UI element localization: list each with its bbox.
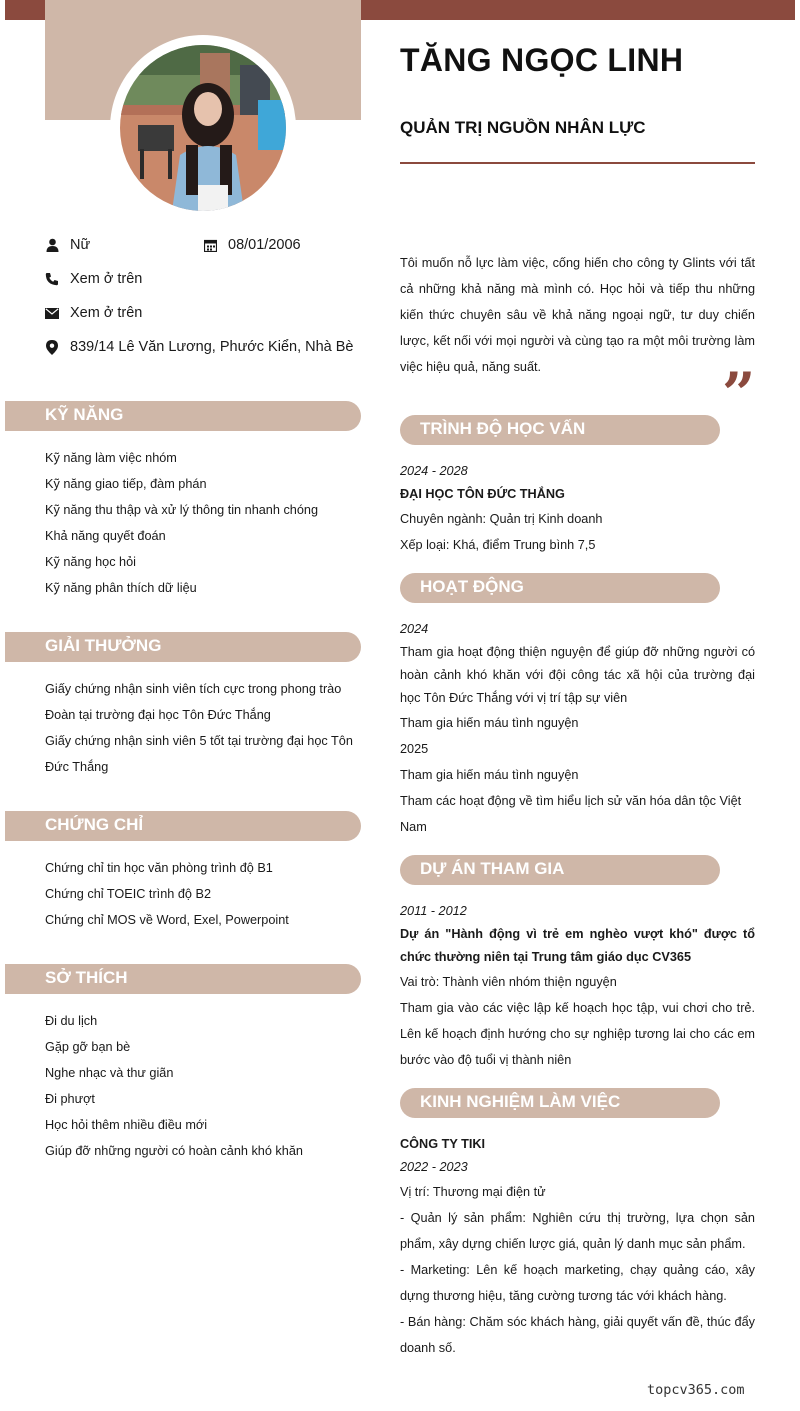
projects-heading-bar: [400, 855, 720, 885]
experience-period: 2022 - 2023: [400, 1160, 468, 1174]
skill-item: Khả năng quyết đoán: [45, 529, 166, 543]
experience-duty: - Marketing: Lên kế hoạch marketing, chạy quảng cáo, xây dựng thương hiệu, tăng cường tương tác với khách hàng.: [400, 1263, 755, 1303]
calendar-icon: [203, 238, 217, 252]
activity-item: Tham gia hiến máu tình nguyện: [400, 768, 579, 782]
activities-period: 2024: [400, 622, 429, 636]
experience-heading-bar: [400, 1088, 720, 1118]
activity-year: 2025: [400, 742, 429, 756]
skill-item: Kỹ năng phân thích dữ liệu: [45, 581, 197, 595]
candidate-title: QUẢN TRỊ NGUỒN NHÂN LỰC: [400, 118, 646, 137]
hobbies-list: [45, 1008, 361, 1164]
projects-heading: DỰ ÁN THAM GIA: [420, 859, 565, 878]
certificates-heading: CHỨNG CHỈ: [45, 815, 144, 834]
quote-mark-icon: ”: [722, 360, 756, 428]
career-objective: Tôi muốn nỗ lực làm việc, cống hiến cho công ty Glints với tất cả những khả năng mà mình có. Học hỏi và tiếp thu những kiến thức chuyên sâu về khả năng ngoại ngữ, tư duy chiến lược, kết nối với mọi người và cùng tạo ra một môi trường làm việc hiệu quả, năng suất.: [400, 256, 755, 374]
candidate-name: TĂNG NGỌC LINH: [400, 42, 684, 78]
experience-position: Vị trí: Thương mại điện tử: [400, 1185, 546, 1199]
hobbies-heading-bar: [5, 964, 361, 994]
activity-item: Tham gia hiến máu tình nguyện: [400, 716, 579, 730]
activity-item: Tham gia hoạt động thiện nguyện để giúp đỡ những người có hoàn cảnh khó khăn với đội công tác xã hội của trường đại học Tôn Đức Thắng với vị trí tập sự viên: [400, 645, 755, 705]
person-icon: [45, 238, 59, 252]
hobby-item: Đi phượt: [45, 1092, 95, 1106]
education-rank: Xếp loại: Khá, điểm Trung bình 7,5: [400, 538, 596, 552]
project-title: Dự án "Hành động vì trẻ em nghèo vượt khó" được tổ chức thường niên tại Trung tâm giáo dục CV365: [400, 927, 755, 964]
experience-entry: [400, 1133, 755, 1361]
award-item: Đoàn tại trường đại học Tôn Đức Thắng: [45, 708, 271, 722]
certificates-list: [45, 855, 361, 933]
skill-item: Kỹ năng học hỏi: [45, 555, 136, 569]
certificates-heading-bar: [5, 811, 361, 841]
profile-photo-illustration: [120, 45, 286, 211]
education-heading-bar: [400, 415, 720, 445]
skill-item: Kỹ năng thu thập và xử lý thông tin nhanh chóng: [45, 503, 319, 517]
skills-heading: KỸ NĂNG: [45, 405, 124, 424]
hobby-item: Học hỏi thêm nhiều điều mới: [45, 1118, 208, 1132]
skill-item: Kỹ năng giao tiếp, đàm phán: [45, 477, 207, 491]
project-description: Tham gia vào các việc lập kế hoạch học tập, vui chơi cho trẻ. Lên kế hoạch định hướng cho sự nghiệp tương lai cho các em bước vào độ tuổi vị thành niên: [400, 1001, 755, 1067]
phone-icon: [45, 272, 59, 286]
project-period: 2011 - 2012: [400, 904, 467, 918]
education-heading: TRÌNH ĐỘ HỌC VẤN: [420, 419, 586, 438]
education-major: Chuyên ngành: Quản trị Kinh doanh: [400, 512, 603, 526]
birthdate-value: 08/01/2006: [228, 237, 301, 253]
certificate-item: Chứng chỉ MOS về Word, Exel, Powerpoint: [45, 913, 289, 927]
skills-heading-bar: [5, 401, 361, 431]
awards-heading: GIẢI THƯỞNG: [45, 636, 162, 655]
activity-item: Tham các hoạt động về tìm hiểu lịch sử văn hóa dân tộc Việt Nam: [400, 794, 742, 834]
email-row: [45, 305, 142, 321]
map-pin-icon: [45, 340, 59, 354]
phone-row: [45, 271, 142, 287]
experience-company: CÔNG TY TIKI: [400, 1137, 486, 1151]
education-entry: [400, 460, 755, 558]
hobby-item: Gặp gỡ bạn bè: [45, 1040, 131, 1054]
address-value: 839/14 Lê Văn Lương, Phước Kiển, Nhà Bè: [70, 339, 354, 355]
award-item: Giấy chứng nhận sinh viên tích cực trong phong trào: [45, 682, 342, 696]
experience-heading: KINH NGHIỆM LÀM VIỆC: [420, 1092, 621, 1111]
hobby-item: Nghe nhạc và thư giãn: [45, 1066, 174, 1080]
hobbies-heading: SỞ THÍCH: [45, 968, 128, 987]
education-period: 2024 - 2028: [400, 464, 468, 478]
email-value: Xem ở trên: [70, 305, 143, 321]
experience-duty: - Quản lý sản phẩm: Nghiên cứu thị trường, lựa chọn sản phẩm, xây dựng chiến lược giá, quản lý danh mục sản phẩm.: [400, 1211, 755, 1251]
birthdate-row: [203, 237, 301, 253]
activities-heading: HOẠT ĐỘNG: [420, 577, 524, 596]
envelope-icon: [45, 306, 59, 320]
hobby-item: Giúp đỡ những người có hoàn cảnh khó khăn: [45, 1144, 303, 1158]
project-role: Vai trò: Thành viên nhóm thiện nguyện: [400, 975, 617, 989]
certificate-item: Chứng chỉ TOEIC trình độ B2: [45, 887, 211, 901]
certificate-item: Chứng chỉ tin học văn phòng trình độ B1: [45, 861, 273, 875]
activities-entry: [400, 618, 755, 840]
awards-heading-bar: [5, 632, 361, 662]
awards-list: [45, 676, 361, 780]
address-row: [45, 339, 354, 355]
project-entry: [400, 900, 755, 1073]
activities-heading-bar: [400, 573, 720, 603]
skill-item: Kỹ năng làm việc nhóm: [45, 451, 177, 465]
hobby-item: Đi du lịch: [45, 1014, 98, 1028]
skills-list: [45, 445, 361, 601]
title-divider: [400, 162, 755, 164]
education-school: ĐẠI HỌC TÔN ĐỨC THẮNG: [400, 487, 565, 501]
phone-value: Xem ở trên: [70, 271, 143, 287]
footer-watermark: topcv365.com: [647, 1382, 745, 1398]
gender-row: [45, 237, 90, 253]
experience-duty: - Bán hàng: Chăm sóc khách hàng, giải quyết vấn đề, thúc đẩy doanh số.: [400, 1315, 755, 1355]
award-item: Giấy chứng nhận sinh viên 5 tốt tại trường đại học Tôn Đức Thắng: [45, 734, 353, 774]
profile-photo: [120, 45, 286, 211]
gender-value: Nữ: [70, 237, 91, 253]
